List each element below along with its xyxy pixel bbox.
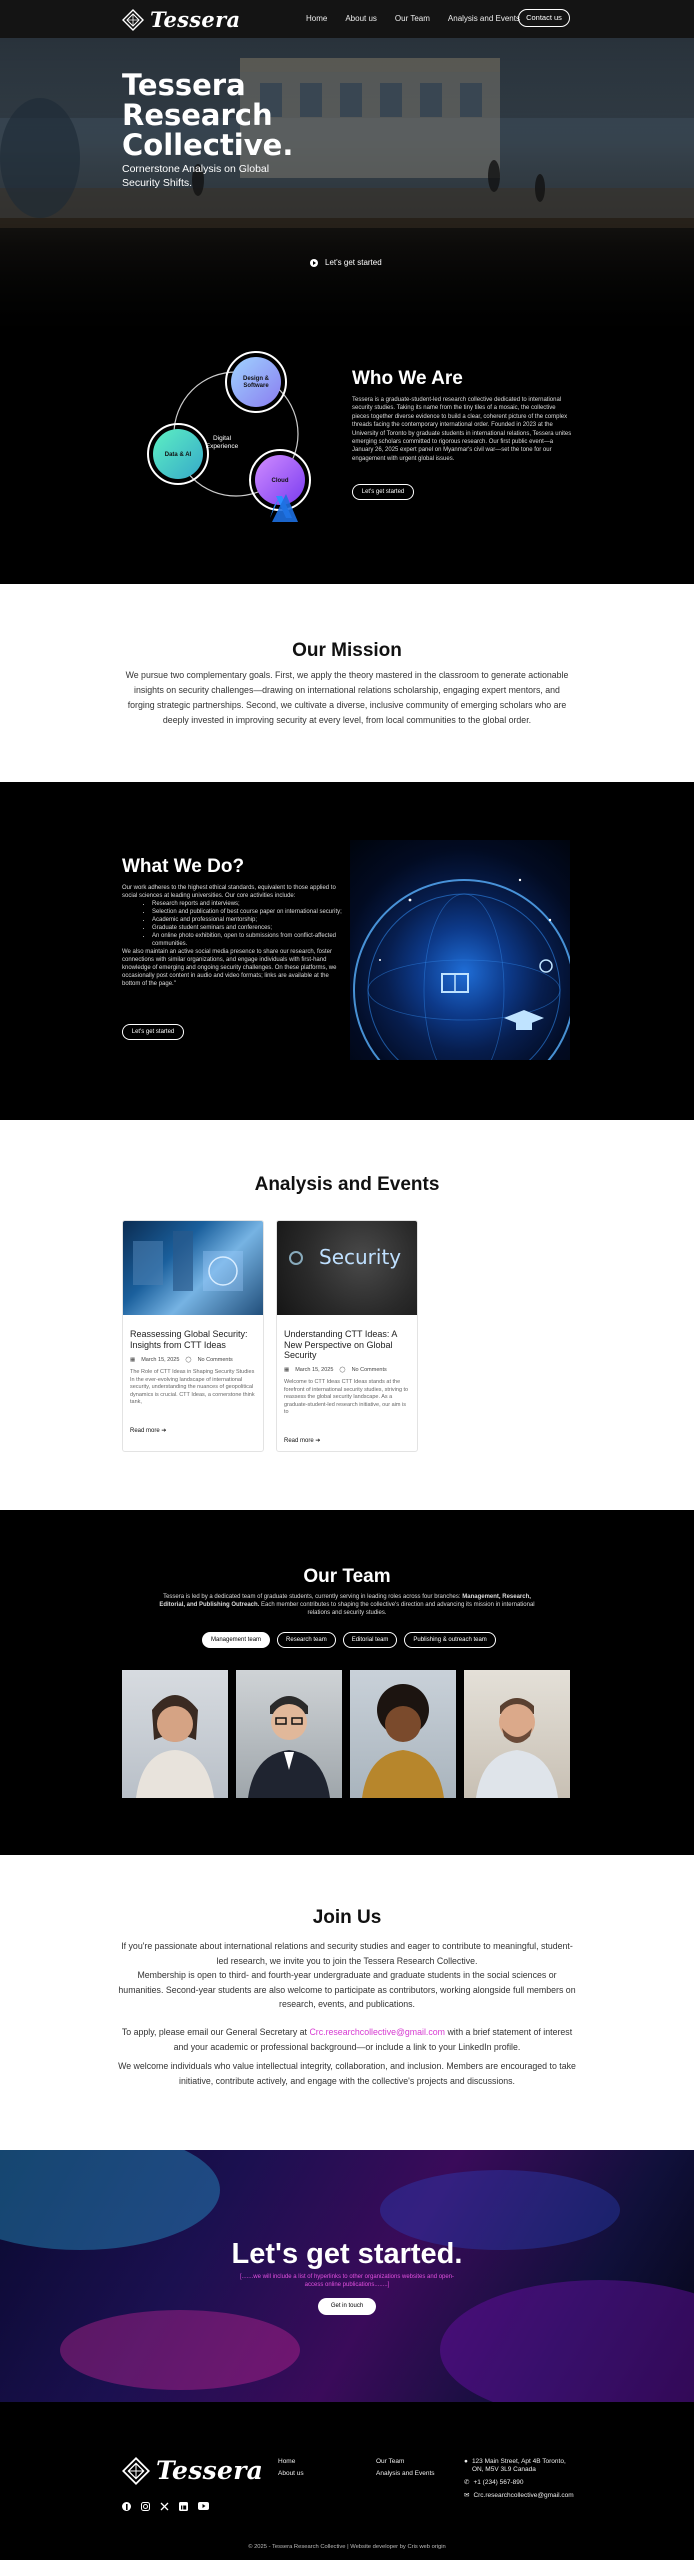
join-us-title: Join Us bbox=[312, 1907, 382, 1928]
cta-title: Let's get started. bbox=[231, 2238, 463, 2270]
digital-experience-diagram bbox=[146, 346, 326, 546]
tessera-diamond-icon bbox=[122, 2457, 150, 2485]
our-team-title: Our Team bbox=[303, 1566, 391, 1587]
hero-start-link[interactable]: Let's get started bbox=[310, 258, 382, 267]
footer-contact bbox=[464, 2458, 574, 2500]
logo[interactable] bbox=[122, 7, 240, 32]
copyright: © 2025 - Tessera Research Collective | Website developer by Cris web origin bbox=[248, 2544, 446, 2550]
diagram-node-cloud: Cloud bbox=[271, 478, 289, 484]
social-links bbox=[122, 2498, 207, 2507]
nav-analysis-events[interactable]: Analysis and Events bbox=[447, 14, 520, 23]
who-we-are-title: Who We Are bbox=[352, 368, 463, 389]
team-member-photo[interactable] bbox=[350, 1670, 456, 1798]
activity-item: • Research reports and interviews; bbox=[152, 900, 342, 908]
cta-section bbox=[0, 2150, 694, 2402]
diagram-node-data-ai: Data & AI bbox=[164, 452, 192, 458]
join-paragraph: We welcome individuals who value intellectual integrity, collaboration, and inclusion. Members are encouraged to take initiative, contribute actively, and engage with the collective's projects and discussions. bbox=[118, 2061, 576, 2086]
footer-link-team[interactable]: Our Team bbox=[376, 2458, 405, 2465]
team-member-photo[interactable] bbox=[464, 1670, 570, 1798]
activity-item: • Graduate student seminars and conferences; bbox=[152, 924, 342, 932]
who-start-button[interactable]: Let's get started bbox=[352, 484, 414, 500]
get-in-touch-button[interactable]: Get in touch bbox=[318, 2298, 376, 2315]
diagram-center-label: Digital Experience bbox=[205, 435, 239, 450]
join-email-link[interactable]: Crc.researchcollective@gmail.com bbox=[309, 2027, 445, 2037]
hero-title: Tessera Research Collective. bbox=[122, 68, 294, 162]
who-we-are-section bbox=[0, 338, 694, 584]
what-we-do-title: What We Do? bbox=[122, 856, 245, 877]
what-we-do-text: Our work adheres to the highest ethical standards, equivalent to those applied to social sciences at leading universities. Our core activities include: • Research reports and interviews; • Selection and publication of best course paper on international security; • Academic and professional mentorship; • Graduate student seminars and conferences; • An online photo exhibition, open to submissions from conflict-affected communities. We also maintain an active social media presence to share our research, foster connections with similar organizations, and engage individuals with first-hand knowledge of emerging and ongoing security challenges. On these platforms, we occasionally post content in audio and video formats; links are available at the bottom of the page." bbox=[122, 884, 342, 988]
our-team-text: Tessera is led by a dedicated team of graduate students, currently serving in leading roles across four branches: Management, Research, Editorial, and Publishing Outreach. Each member contributes to shaping the collective's direction and advancing its mission in international relations and security studies. bbox=[159, 1594, 535, 1616]
nav-home[interactable]: Home bbox=[306, 14, 328, 23]
activity-item: • Selection and publication of best course paper on international security; bbox=[152, 908, 342, 916]
footer-logo-text: Tessera bbox=[156, 2456, 264, 2485]
who-we-are-text: Tessera is a graduate-student-led research collective dedicated to international security studies. Taking its name from the tiny tiles of a mosaic, the collective pieces together diverse evidence to build a clear, coherent picture of the complex threads facing the contemporary international order. Founded in 2023 at the University of Toronto by graduate students in international relations, Tessera unites emerging scholars committed to rigorous research. Our first public event—a January 26, 2025 expert panel on Myanmar's civil war—set the tone for our engagement with urgent global issues. bbox=[352, 397, 572, 462]
read-more-link[interactable]: Read more ➔ bbox=[284, 1438, 321, 1444]
tab-research[interactable]: Research team bbox=[277, 1632, 336, 1648]
join-paragraph: Membership is open to third- and fourth-year undergraduate and graduate students in the social sciences or humanities. Second-year students are also welcome to participate as contributors, working alongside full members on research, events, and publications. bbox=[118, 1970, 576, 2009]
article-card[interactable] bbox=[122, 1220, 264, 1452]
key-icon bbox=[289, 1251, 303, 1265]
globe-image bbox=[350, 840, 570, 1060]
analysis-section bbox=[0, 1120, 694, 1510]
hero-subtitle: Cornerstone Analysis on Global Security Shifts. bbox=[122, 163, 270, 189]
article-excerpt: The Role of CTT Ideas in Shaping Security Studies In the ever-evolving landscape of international security, understanding the nuances of geopolitical dynamics is crucial. CTT Ideas, a cornerstone think tank, bbox=[130, 1369, 255, 1405]
comment-icon: ◯ bbox=[339, 1367, 346, 1373]
instagram-icon[interactable] bbox=[141, 2498, 150, 2507]
nav-our-team[interactable]: Our Team bbox=[394, 14, 430, 23]
footer-phone[interactable]: +1 (234) 567-890 bbox=[473, 2479, 524, 2486]
analysis-title: Analysis and Events bbox=[254, 1174, 440, 1195]
footer-email[interactable]: Crc.researchcollective@gmail.com bbox=[473, 2492, 574, 2499]
article-excerpt: Welcome to CTT Ideas CTT Ideas stands at the forefront of international security studies, striving to reassess the global security landscape. As a graduate-student-led research initiative, our aim is to bbox=[284, 1379, 409, 1415]
arrow-right-icon: ➔ bbox=[315, 1438, 321, 1444]
hero-background-image bbox=[0, 38, 694, 338]
cta-subtitle: [.......we will include a list of hyperlinks to other organizations websites and open-access online publications........] bbox=[239, 2274, 455, 2288]
article-title[interactable]: Understanding CTT Ideas: A New Perspective on Global Security bbox=[284, 1329, 397, 1360]
team-member-photo[interactable] bbox=[236, 1670, 342, 1798]
join-paragraph: To apply, please email our General Secretary at Crc.researchcollective@gmail.com with a brief statement of interest and your academic or professional background—or include a link to your LinkedIn profile. bbox=[121, 2027, 573, 2052]
article-title[interactable]: Reassessing Global Security: Insights from CTT Ideas bbox=[130, 1329, 248, 1350]
article-image bbox=[277, 1221, 418, 1315]
footer-link-home[interactable]: Home bbox=[278, 2458, 296, 2465]
arrow-right-icon: ➔ bbox=[161, 1428, 167, 1434]
tessera-diamond-icon bbox=[122, 9, 144, 31]
footer-logo[interactable] bbox=[122, 2456, 263, 2485]
what-start-button[interactable]: Let's get started bbox=[122, 1024, 184, 1040]
facebook-icon[interactable] bbox=[122, 2498, 131, 2507]
article-meta: ▦ March 15, 2025 ◯ No Comments bbox=[130, 1357, 233, 1363]
read-more-link[interactable]: Read more ➔ bbox=[130, 1428, 167, 1434]
diagram-node-design: Design & Software bbox=[242, 376, 270, 389]
youtube-icon[interactable] bbox=[198, 2498, 207, 2507]
footer-links-col1 bbox=[278, 2456, 304, 2480]
tab-management[interactable]: Management team bbox=[202, 1632, 270, 1648]
team-tabs bbox=[202, 1632, 496, 1648]
activity-item: • Academic and professional mentorship; bbox=[152, 916, 342, 924]
x-twitter-icon[interactable] bbox=[160, 2498, 169, 2507]
footer bbox=[0, 2402, 694, 2560]
mission-text: We pursue two complementary goals. First, we apply the theory mastered in the classroom to generate actionable insights on security challenges—drawing on international relations scholarship, engaging expert mentors, and forging strategic partnerships. Second, we cultivate a diverse, inclusive community of emerging scholars who are deeply invested in improving security at every level, from local communities to the global order. bbox=[125, 670, 569, 725]
top-navbar bbox=[0, 0, 694, 38]
activity-item: • An online photo exhibition, open to submissions from conflict-affected communities. bbox=[152, 932, 342, 948]
comment-icon: ◯ bbox=[185, 1357, 192, 1363]
location-pin-icon: ● bbox=[464, 2458, 468, 2465]
team-member-photo[interactable] bbox=[122, 1670, 228, 1798]
calendar-icon: ▦ bbox=[284, 1367, 290, 1373]
join-paragraph: If you're passionate about international relations and security studies and eager to contribute to meaningful, student-led research, we invite you to join the Tessera Research Collective. bbox=[121, 1941, 573, 1966]
what-we-do-section bbox=[0, 782, 694, 1120]
linkedin-icon[interactable] bbox=[179, 2498, 188, 2507]
security-key-label: Security bbox=[319, 1245, 402, 1269]
article-card[interactable] bbox=[276, 1220, 418, 1452]
mail-icon: ✉ bbox=[464, 2492, 470, 2499]
nav-about-us[interactable]: About us bbox=[345, 14, 377, 23]
article-meta: ▦ March 15, 2025 ◯ No Comments bbox=[284, 1367, 387, 1373]
hero-section bbox=[0, 38, 694, 338]
mission-section bbox=[0, 584, 694, 782]
footer-links-col2 bbox=[376, 2456, 435, 2480]
footer-address: 123 Main Street, Apt 4B Toronto, ON, M5V 3L9 Canada bbox=[471, 2458, 566, 2473]
article-image bbox=[123, 1221, 264, 1315]
tab-editorial[interactable]: Editorial team bbox=[343, 1632, 398, 1648]
tab-publishing-outreach[interactable]: Publishing & outreach team bbox=[404, 1632, 495, 1648]
phone-icon: ✆ bbox=[464, 2479, 470, 2486]
logo-text: Tessera bbox=[150, 7, 241, 32]
join-us-section bbox=[0, 1855, 694, 2150]
footer-link-about[interactable]: About us bbox=[278, 2470, 304, 2477]
contact-us-button[interactable]: Contact us bbox=[518, 9, 570, 27]
footer-link-analysis[interactable]: Analysis and Events bbox=[376, 2470, 435, 2477]
mission-title: Our Mission bbox=[292, 640, 402, 661]
calendar-icon: ▦ bbox=[130, 1357, 136, 1363]
play-icon bbox=[310, 259, 318, 267]
our-team-section bbox=[0, 1510, 694, 1855]
